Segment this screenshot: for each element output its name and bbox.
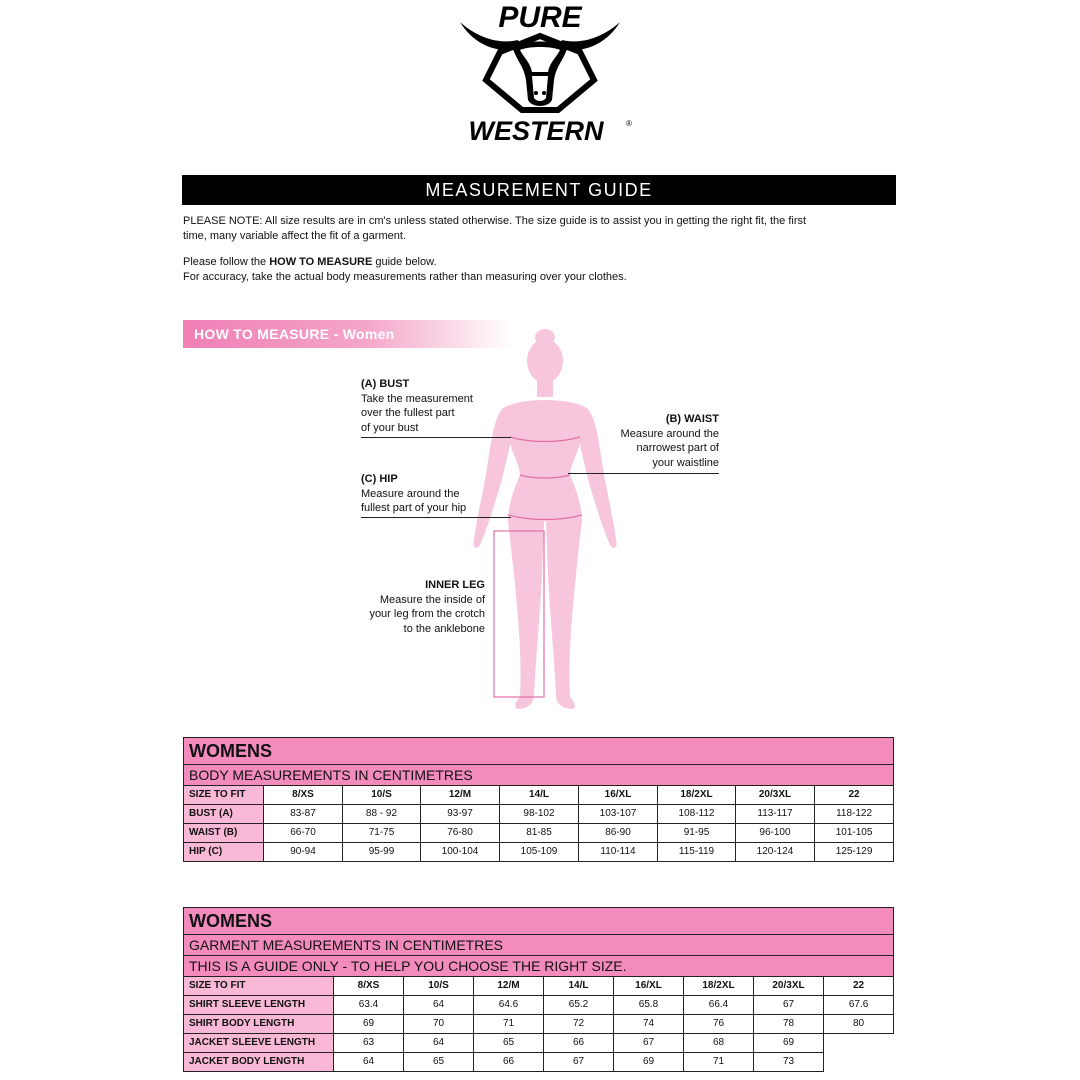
table-cell: 81-85 bbox=[500, 824, 579, 843]
garment-table-guide-note: THIS IS A GUIDE ONLY - TO HELP YOU CHOOSE THE RIGHT SIZE. bbox=[184, 956, 894, 977]
table-cell: 64 bbox=[334, 1053, 404, 1072]
table-cell: 65.2 bbox=[544, 996, 614, 1015]
follow-pre: Please follow the bbox=[183, 256, 270, 268]
inner-leg-line2: your leg from the crotch bbox=[369, 608, 485, 620]
how-to-measure-heading: HOW TO MEASURE - Women bbox=[183, 320, 513, 348]
table-cell: 115-119 bbox=[658, 843, 736, 862]
waist-pointer-line bbox=[568, 473, 719, 474]
table-cell: 66 bbox=[544, 1034, 614, 1053]
table-cell: 69 bbox=[754, 1034, 824, 1053]
table-cell: 67.6 bbox=[824, 996, 894, 1015]
bust-title: (A) BUST bbox=[361, 378, 410, 390]
hip-title: (C) HIP bbox=[361, 473, 398, 485]
bust-line1: Take the measurement bbox=[361, 392, 473, 405]
table-cell: 93-97 bbox=[421, 805, 500, 824]
row-label: SHIRT SLEEVE LENGTH bbox=[184, 996, 334, 1015]
size-header: 8/XS bbox=[334, 977, 404, 996]
table-row bbox=[184, 996, 894, 1015]
follow-post: guide below. bbox=[372, 256, 437, 268]
table-cell: 118-122 bbox=[815, 805, 894, 824]
table-cell: 65.8 bbox=[614, 996, 684, 1015]
accuracy-line: For accuracy, take the actual body measurements rather than measuring over your clothes. bbox=[183, 270, 627, 283]
empty-cell bbox=[824, 1053, 894, 1072]
table-header-row bbox=[184, 977, 894, 996]
size-header: 12/M bbox=[421, 786, 500, 805]
table-cell: 67 bbox=[754, 996, 824, 1015]
table-cell: 103-107 bbox=[579, 805, 658, 824]
size-header: 14/L bbox=[544, 977, 614, 996]
table-row bbox=[184, 824, 894, 843]
table-cell: 69 bbox=[614, 1053, 684, 1072]
table-cell: 67 bbox=[544, 1053, 614, 1072]
brand-line2: WESTERN bbox=[468, 116, 604, 146]
table-cell: 69 bbox=[334, 1015, 404, 1034]
table-cell: 65 bbox=[404, 1053, 474, 1072]
table-cell: 96-100 bbox=[736, 824, 815, 843]
bust-annotation bbox=[361, 377, 473, 435]
note-line1: PLEASE NOTE: All size results are in cm's unless stated otherwise. The size guide is to assist you in getting the right fit, the first bbox=[183, 215, 807, 227]
brand-logo bbox=[440, 0, 640, 150]
table-header-row bbox=[184, 786, 894, 805]
table-cell: 65 bbox=[474, 1034, 544, 1053]
table-cell: 113-117 bbox=[736, 805, 815, 824]
row-label: SHIRT BODY LENGTH bbox=[184, 1015, 334, 1034]
size-header: 18/2XL bbox=[658, 786, 736, 805]
table-cell: 98-102 bbox=[500, 805, 579, 824]
registered-mark: ® bbox=[626, 119, 632, 128]
row-label: JACKET BODY LENGTH bbox=[184, 1053, 334, 1072]
table-cell: 71 bbox=[474, 1015, 544, 1034]
table-cell: 63.4 bbox=[334, 996, 404, 1015]
table-cell: 64 bbox=[404, 996, 474, 1015]
brand-line1: PURE bbox=[498, 1, 582, 34]
inner-leg-line1: Measure the inside of bbox=[379, 593, 485, 606]
hip-line1: Measure around the bbox=[361, 487, 460, 500]
size-header: 22 bbox=[815, 786, 894, 805]
table-cell: 63 bbox=[334, 1034, 404, 1053]
size-header: 16/XL bbox=[579, 786, 658, 805]
size-header: 8/XS bbox=[264, 786, 343, 805]
follow-bold: HOW TO MEASURE bbox=[269, 256, 373, 268]
size-header: 20/3XL bbox=[736, 786, 815, 805]
table-cell: 70 bbox=[404, 1015, 474, 1034]
table-cell: 88 - 92 bbox=[343, 805, 421, 824]
hip-line2: fullest part of your hip bbox=[361, 502, 467, 514]
hip-annotation bbox=[361, 472, 466, 516]
table-cell: 108-112 bbox=[658, 805, 736, 824]
row-label: WAIST (B) bbox=[184, 824, 264, 843]
table-row bbox=[184, 1015, 894, 1034]
waist-line2: narrowest part of bbox=[636, 442, 719, 454]
table-cell: 68 bbox=[684, 1034, 754, 1053]
table-cell: 105-109 bbox=[500, 843, 579, 862]
garment-measurements-table bbox=[183, 907, 894, 1072]
table-cell: 120-124 bbox=[736, 843, 815, 862]
table-cell: 67 bbox=[614, 1034, 684, 1053]
table-row bbox=[184, 805, 894, 824]
table-cell: 71 bbox=[684, 1053, 754, 1072]
table-row bbox=[184, 1034, 894, 1053]
garment-table-title: WOMENS bbox=[184, 908, 894, 935]
size-to-fit-label: SIZE TO FIT bbox=[184, 786, 264, 805]
size-header: 20/3XL bbox=[754, 977, 824, 996]
note-line2: time, many variable affect the fit of a garment. bbox=[183, 229, 406, 242]
size-header: 18/2XL bbox=[684, 977, 754, 996]
hip-pointer-line bbox=[361, 517, 511, 518]
bust-line3: of your bust bbox=[361, 421, 419, 434]
please-note bbox=[183, 214, 883, 243]
table-cell: 95-99 bbox=[343, 843, 421, 862]
table-cell: 100-104 bbox=[421, 843, 500, 862]
table-cell: 66.4 bbox=[684, 996, 754, 1015]
waist-line3: your waistline bbox=[652, 456, 719, 469]
inner-leg-title: INNER LEG bbox=[425, 579, 485, 591]
waist-line1: Measure around the bbox=[620, 427, 719, 440]
follow-note bbox=[183, 255, 883, 284]
empty-cell bbox=[824, 1034, 894, 1053]
table-cell: 71-75 bbox=[343, 824, 421, 843]
row-label: BUST (A) bbox=[184, 805, 264, 824]
inner-leg-annotation bbox=[340, 578, 485, 636]
garment-table-subtitle: GARMENT MEASUREMENTS IN CENTIMETRES bbox=[184, 935, 894, 956]
size-header: 10/S bbox=[343, 786, 421, 805]
table-cell: 64.6 bbox=[474, 996, 544, 1015]
size-header: 12/M bbox=[474, 977, 544, 996]
size-to-fit-label: SIZE TO FIT bbox=[184, 977, 334, 996]
table-cell: 110-114 bbox=[579, 843, 658, 862]
table-cell: 86-90 bbox=[579, 824, 658, 843]
table-cell: 66-70 bbox=[264, 824, 343, 843]
row-label: JACKET SLEEVE LENGTH bbox=[184, 1034, 334, 1053]
table-cell: 72 bbox=[544, 1015, 614, 1034]
table-cell: 101-105 bbox=[815, 824, 894, 843]
follow-line bbox=[183, 255, 883, 270]
table-cell: 74 bbox=[614, 1015, 684, 1034]
body-table-title: WOMENS bbox=[184, 738, 894, 765]
size-header: 14/L bbox=[500, 786, 579, 805]
bust-pointer-line bbox=[361, 437, 511, 438]
body-table-subtitle: BODY MEASUREMENTS IN CENTIMETRES bbox=[184, 765, 894, 786]
table-cell: 66 bbox=[474, 1053, 544, 1072]
table-cell: 73 bbox=[754, 1053, 824, 1072]
body-measurements-table bbox=[183, 737, 894, 862]
table-cell: 91-95 bbox=[658, 824, 736, 843]
table-cell: 80 bbox=[824, 1015, 894, 1034]
size-header: 22 bbox=[824, 977, 894, 996]
row-label: HIP (C) bbox=[184, 843, 264, 862]
waist-annotation bbox=[580, 412, 719, 470]
table-row bbox=[184, 1053, 894, 1072]
waist-title: (B) WAIST bbox=[665, 413, 719, 425]
table-cell: 76-80 bbox=[421, 824, 500, 843]
bull-logo-icon bbox=[440, 0, 640, 150]
table-row bbox=[184, 843, 894, 862]
page-title: MEASUREMENT GUIDE bbox=[182, 175, 896, 205]
table-cell: 83-87 bbox=[264, 805, 343, 824]
size-header: 10/S bbox=[404, 977, 474, 996]
bust-line2: over the fullest part bbox=[361, 407, 455, 419]
table-cell: 76 bbox=[684, 1015, 754, 1034]
inner-leg-line3: to the anklebone bbox=[403, 622, 485, 635]
table-cell: 125-129 bbox=[815, 843, 894, 862]
table-cell: 78 bbox=[754, 1015, 824, 1034]
table-cell: 64 bbox=[404, 1034, 474, 1053]
size-header: 16/XL bbox=[614, 977, 684, 996]
table-cell: 90-94 bbox=[264, 843, 343, 862]
